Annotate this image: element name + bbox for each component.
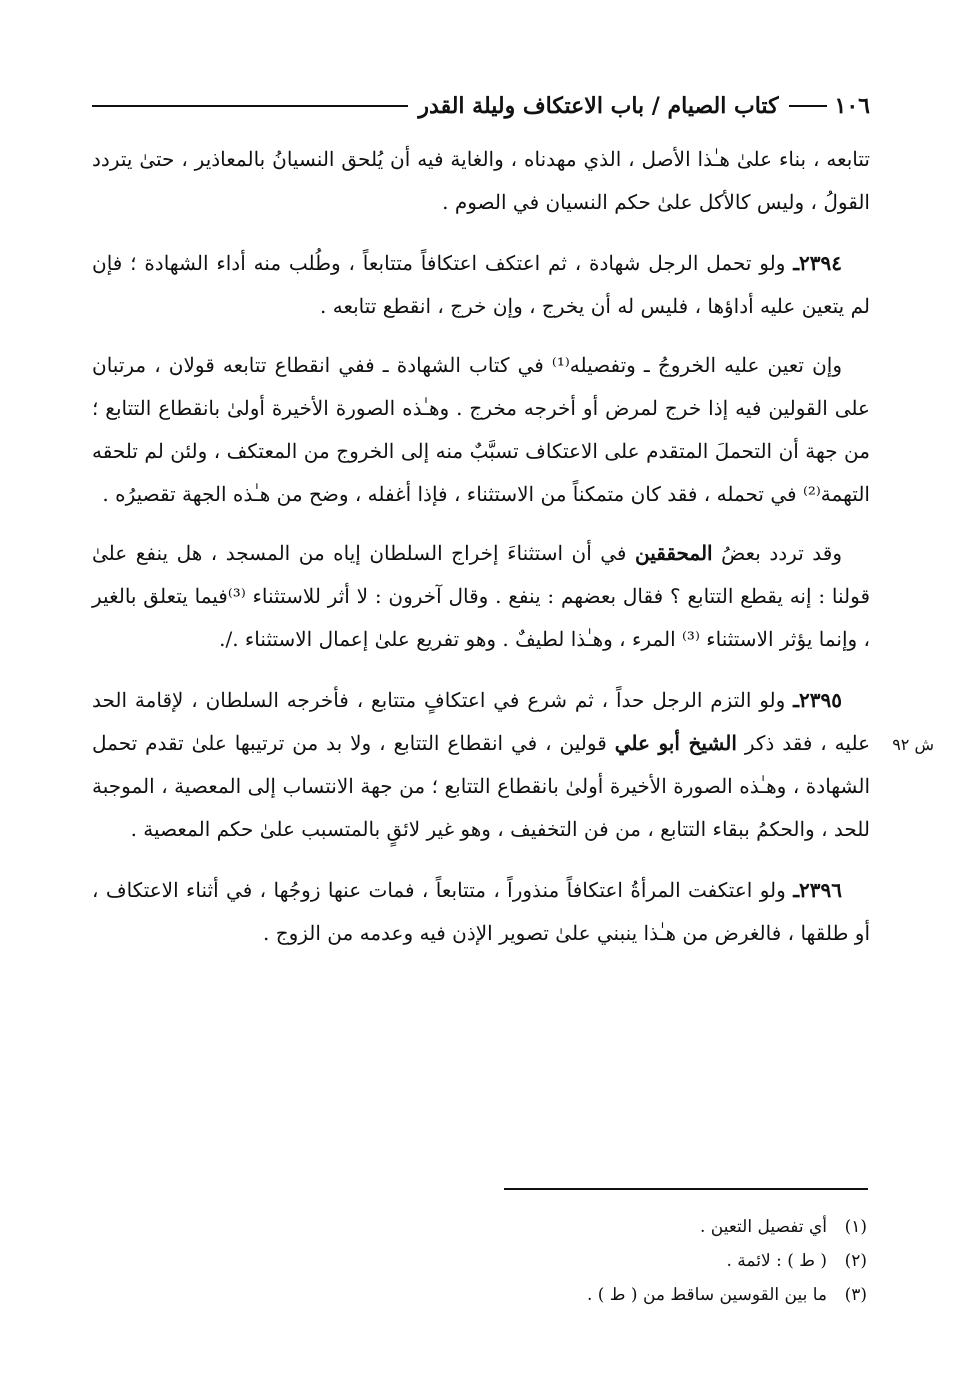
margin-note: ش ٩٢ [892, 735, 934, 754]
footnote-separator [504, 1188, 868, 1190]
paragraph-continuation [92, 138, 870, 224]
paragraph-text: وإن تعين عليه الخروجُ ـ وتفصيله⁽¹⁾ في كتاب الشهادة ـ ففي انقطاع تتابعه قولان ، مرتبان على القولين فيه إذا خرج لمرض أو أخرجه مخرج . وهـٰذه الصورة الأخيرة أولىٰ بانقطاع التتابع ؛ من جهة أن التحملَ المتقدم على الاعتكاف تسبَّبٌ منه إلى الخروج من المعتكف ، ولئن لم تلحقه التهمة⁽²⁾ في تحمله ، فقد كان متمكناً من الاستثناء ، فإذا أغفله ، وضح من هـٰذه الجهة تقصيرُه . [92, 353, 870, 506]
footnote-text: ( ط ) : لائمة . [726, 1251, 827, 1271]
bold-term: الشيخ أبو علي [614, 731, 737, 755]
footnotes [92, 1210, 867, 1312]
footnote-text: أي تفصيل التعين . [699, 1217, 827, 1237]
footnote-mark: (٣) [844, 1285, 867, 1305]
issue-number: ٢٣٩٦ـ [793, 878, 843, 902]
footnote-3 [92, 1278, 867, 1312]
paragraph-text: تتابعه ، بناء علىٰ هـٰذا الأصل ، الذي مهدناه ، والغاية فيه أن يُلحق النسيانُ بالمعاذير ، حتىٰ يتردد القولُ ، وليس كالأكل علىٰ حكم النسيان في الصوم . [92, 147, 870, 214]
paragraph-2394-cont [92, 344, 870, 516]
issue-number: ٢٣٩٤ـ [793, 251, 843, 275]
paragraph-text-pre: وقد تردد بعضُ [712, 541, 842, 565]
paragraph-text-pre: ولو التزم الرجل حداً ، ثم شرع في اعتكافٍ متتابع ، فأخرجه السلطان ، لإقامة الحد عليه ، فقد ذكر [92, 688, 870, 755]
paragraph-2396 [92, 869, 870, 955]
paragraph-text: في أن استثناءَ إخراج السلطان إياه من المسجد ، هل ينفع علىٰ قولنا : إنه يقطع التتابع ؟ فقال بعضهم : ينفع . وقال آخرون : لا أثر للاستثناء ⁽³⁾فيما يتعلق بالغير ، وإنما يؤثر الاستثناء ⁽³⁾ المرء ، وهـٰذا لطيفٌ . وهو تفريع علىٰ إعمال الاستثناء ./. [92, 541, 870, 651]
running-title: كتاب الصيام / باب الاعتكاف وليلة القدر [418, 93, 779, 119]
issue-number: ٢٣٩٥ـ [793, 688, 842, 712]
footnote-2 [92, 1244, 867, 1278]
paragraph-text: ولو تحمل الرجل شهادة ، ثم اعتكف اعتكافاً متتابعاً ، وطُلب منه أداء الشهادة ؛ فإن لم يتعين عليه أداؤها ، فليس له أن يخرج ، وإن خرج ، انقطع تتابعه . [92, 251, 870, 318]
footnote-mark: (١) [844, 1217, 867, 1237]
footnote-text: ما بين القوسين ساقط من ( ط ) . [586, 1285, 827, 1305]
paragraph-2394 [92, 242, 870, 328]
paragraph-text: ولو اعتكفت المرأةُ اعتكافاً منذوراً ، متتابعاً ، فمات عنها زوجُها ، في أثناء الاعتكاف ، أو طلقها ، فالغرض من هـٰذا ينبني علىٰ تصوير الإذن فيه وعدمه من الزوج . [92, 878, 870, 945]
header-rule [92, 105, 408, 107]
paragraph-2395 [92, 679, 870, 851]
footnote-1 [92, 1210, 867, 1244]
bold-term: المحققين [635, 541, 713, 565]
header-dash [789, 105, 827, 107]
main-text [92, 138, 870, 971]
page-number: ١٠٦ [834, 93, 870, 119]
running-header [92, 86, 870, 126]
footnote-mark: (٢) [844, 1251, 867, 1271]
paragraph-2394-muhaqqiqin [92, 532, 870, 661]
paragraph-text: قولين ، في انقطاع التتابع ، ولا بد من ترتيبها علىٰ تقدم تحمل الشهادة ، وهـٰذه الصورة الأخيرة أولىٰ بانقطاع التتابع ؛ من جهة الانتساب إلى المعصية ، الموجبة للحد ، والحكمُ ببقاء التتابع ، من فن التخفيف ، وهو غير لائقٍ بالمتسبب علىٰ حكم المعصية . [92, 731, 870, 841]
